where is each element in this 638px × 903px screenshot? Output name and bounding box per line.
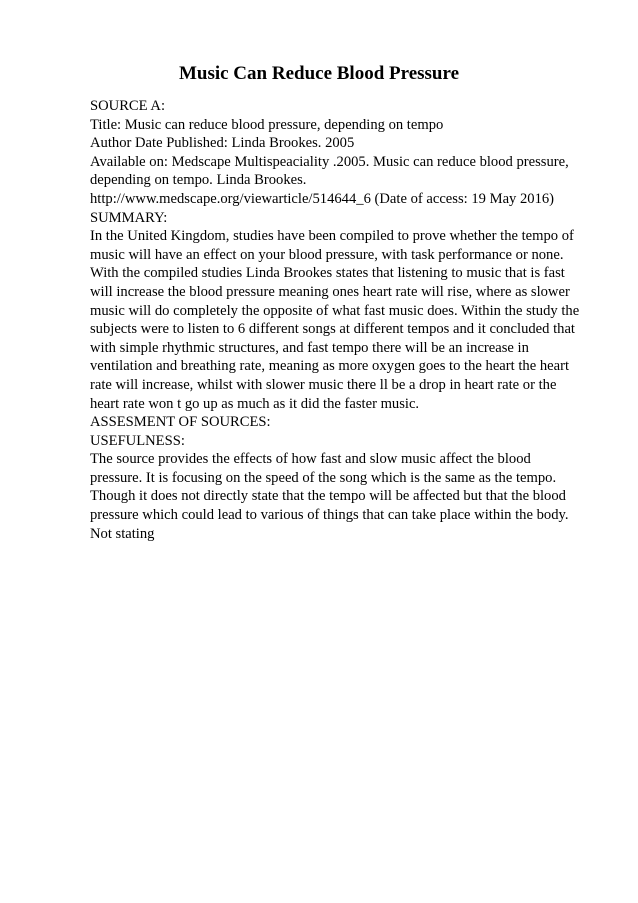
document-title: Music Can Reduce Blood Pressure <box>178 63 460 84</box>
summary-text-line: with simple rhythmic structures, and fast tempo there will be an increase in <box>90 339 529 356</box>
summary-text-line: ventilation and breathing rate, meaning as more oxygen goes to the heart the heart <box>90 358 569 375</box>
summary-text-line: subjects were to listen to 6 different songs at different tempos and it concluded that <box>90 321 575 338</box>
summary-text-line: heart rate won t go up as much as it did the faster music. <box>90 395 420 412</box>
usefulness-text-line: pressure which could lead to various of things that can take place within the body. <box>90 507 569 524</box>
source-available-line-cont: depending on tempo. Linda Brookes. <box>90 172 307 189</box>
usefulness-text-line: The source provides the effects of how fast and slow music affect the blood <box>90 451 531 468</box>
usefulness-text-line: Though it does not directly state that the tempo will be affected but that the blood <box>90 488 566 505</box>
usefulness-heading: USEFULNESS: <box>90 432 185 449</box>
summary-text-line: In the United Kingdom, studies have been compiled to prove whether the tempo of <box>90 228 574 245</box>
usefulness-text-line: pressure. It is focusing on the speed of the song which is the same as the tempo. <box>90 469 557 486</box>
summary-text-line: With the compiled studies Linda Brookes states that listening to music that is fast <box>90 265 565 282</box>
source-url-line: http://www.medscape.org/viewarticle/514644_6 (Date of access: 19 May 2016) <box>90 190 555 207</box>
summary-text-line: will increase the blood pressure meaning ones heart rate will rise, where as slower <box>90 283 570 300</box>
usefulness-text-line: Not stating <box>90 525 155 542</box>
summary-text-line: music will do completely the opposite of what fast music does. Within the study the <box>90 302 580 319</box>
summary-text-line: music will have an effect on your blood pressure, with task performance or none. <box>90 246 564 263</box>
source-author-line: Author Date Published: Linda Brookes. 2005 <box>90 135 355 152</box>
document-body <box>90 97 580 543</box>
summary-heading: SUMMARY: <box>90 209 168 226</box>
source-available-line: Available on: Medscape Multispeaciality .2005. Music can reduce blood pressure, <box>90 153 569 170</box>
summary-text-line: rate will increase, whilst with slower music there ll be a drop in heart rate or the <box>90 376 557 393</box>
assessment-heading: ASSESMENT OF SOURCES: <box>90 414 271 431</box>
source-title-line: Title: Music can reduce blood pressure, depending on tempo <box>90 116 444 133</box>
source-heading: SOURCE A: <box>90 98 166 114</box>
